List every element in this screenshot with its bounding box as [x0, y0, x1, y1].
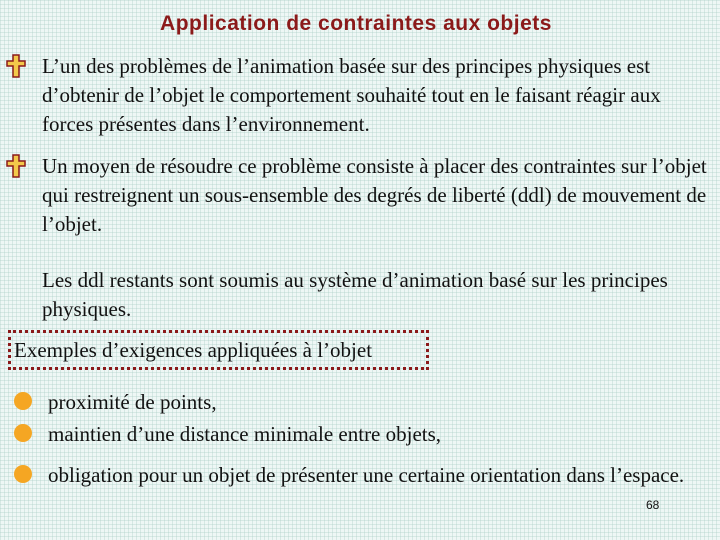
slide-title: Application de contraintes aux objets	[160, 12, 552, 35]
paragraph-1: L’un des problèmes de l’animation basée sur des principes physiques est d’obtenir de l’objet le comportement souhaité tout en le faisant réagir aux forces présentes dans l’environnement.	[42, 54, 661, 136]
example-item-3: obligation pour un objet de présenter une certaine orientation dans l’espace.	[48, 463, 685, 487]
paragraph-3: Les ddl restants sont soumis au système d’animation basé sur les principes physiques.	[42, 268, 668, 321]
page-number: 68	[646, 498, 660, 512]
examples-header-text: Exemples d’exigences appliquées à l’objet	[14, 338, 373, 362]
orange-dot-icon	[14, 465, 32, 483]
cross-icon	[6, 54, 26, 78]
example-item-2: maintien d’une distance minimale entre objets,	[48, 422, 442, 446]
examples-header	[8, 330, 429, 370]
paragraph-2: Un moyen de résoudre ce problème consiste à placer des contraintes sur l’objet qui restreignent un sous-ensemble des degrés de liberté (ddl) de mouvement de l’objet.	[42, 154, 707, 236]
cross-icon	[6, 154, 26, 178]
example-item-1: proximité de points,	[48, 390, 217, 414]
orange-dot-icon	[14, 392, 32, 410]
orange-dot-icon	[14, 424, 32, 442]
